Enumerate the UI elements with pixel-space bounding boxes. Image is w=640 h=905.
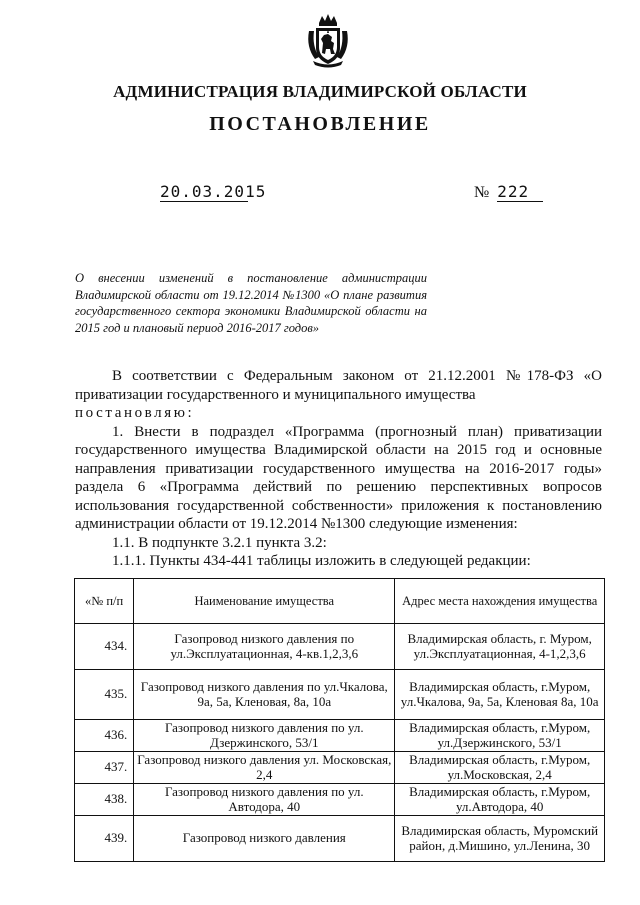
item-1-1-1: 1.1.1. Пункты 434-441 таблицы изложить в следующей редакции: — [112, 553, 531, 569]
property-address: Владимирская область, г. Муром, ул.Эксплуатационная, 4-1,2,3,6 — [395, 624, 605, 670]
row-number: 438. — [75, 784, 134, 816]
property-address: Владимирская область, г.Муром, ул.Чкалова, 9а, 5а, Кленовая 8а, 10а — [395, 670, 605, 720]
property-name: Газопровод низкого давления по ул. Дзержинского, 53/1 — [134, 720, 395, 752]
number-value: 222 — [497, 182, 543, 202]
item-1: 1. Внести в подраздел «Программа (прогнозный план) приватизации государственного имущества Владимирской области на 2015 год и основные направления приватизации государственного имущества на 2016-2017 годы» раздела 6 «Программа действий по решению перспективных вопросов использования государственной собственности» приложения к постановлению администрации области от 19.12.2014 №1300 следующие изменения: — [75, 423, 602, 532]
header-number: «№ п/п — [75, 579, 134, 624]
document-date: 20.03.2015 — [160, 182, 267, 201]
organization-title: АДМИНИСТРАЦИЯ ВЛАДИМИРСКОЙ ОБЛАСТИ — [113, 82, 527, 101]
number-label: № — [474, 184, 490, 201]
row-number: 436. — [75, 720, 134, 752]
document-number — [474, 182, 543, 202]
header-address: Адрес места нахождения имущества — [395, 579, 605, 624]
property-name: Газопровод низкого давления по ул. Автодора, 40 — [134, 784, 395, 816]
table-row — [75, 816, 605, 862]
table-header-row — [75, 579, 605, 624]
table-row — [75, 624, 605, 670]
row-number: 435. — [75, 670, 134, 720]
row-number: 434. — [75, 624, 134, 670]
property-address: Владимирская область, г.Муром, ул.Автодора, 40 — [395, 784, 605, 816]
table-row — [75, 670, 605, 720]
property-address: Владимирская область, г.Муром, ул.Дзержинского, 53/1 — [395, 720, 605, 752]
table-row — [75, 752, 605, 784]
table-row — [75, 720, 605, 752]
table-row — [75, 784, 605, 816]
property-address: Владимирская область, г.Муром, ул.Московская, 2,4 — [395, 752, 605, 784]
document-type: ПОСТАНОВЛЕНИЕ — [209, 113, 431, 135]
property-address: Владимирская область, Муромский район, д.Мишино, ул.Ленина, 30 — [395, 816, 605, 862]
property-name: Газопровод низкого давления по ул.Чкалова, 9а, 5а, Кленовая, 8а, 10а — [134, 670, 395, 720]
resolve-clause: постановляю: — [75, 405, 195, 421]
header-property-name: Наименование имущества — [134, 579, 395, 624]
property-name: Газопровод низкого давления ул. Московская, 2,4 — [134, 752, 395, 784]
item-1-1: 1.1. В подпункте 3.2.1 пункта 3.2: — [112, 534, 327, 551]
preamble: В соответствии с Федеральным законом от 21.12.2001 №178-ФЗ «О приватизации государственного и муниципального имущества — [75, 368, 602, 403]
row-number: 439. — [75, 816, 134, 862]
property-name: Газопровод низкого давления по ул.Эксплуатационная, 4-кв.1,2,3,6 — [134, 624, 395, 670]
document-body — [75, 367, 602, 571]
coat-of-arms-icon — [305, 13, 351, 68]
property-name: Газопровод низкого давления — [134, 816, 395, 862]
row-number: 437. — [75, 752, 134, 784]
property-table — [74, 578, 605, 862]
document-subject: О внесении изменений в постановление администрации Владимирской области от 19.12.2014 №1300 «О плане развития государственного сектора экономики Владимирской области на 2015 год и плановый период 2016-2017 годов» — [75, 271, 427, 335]
